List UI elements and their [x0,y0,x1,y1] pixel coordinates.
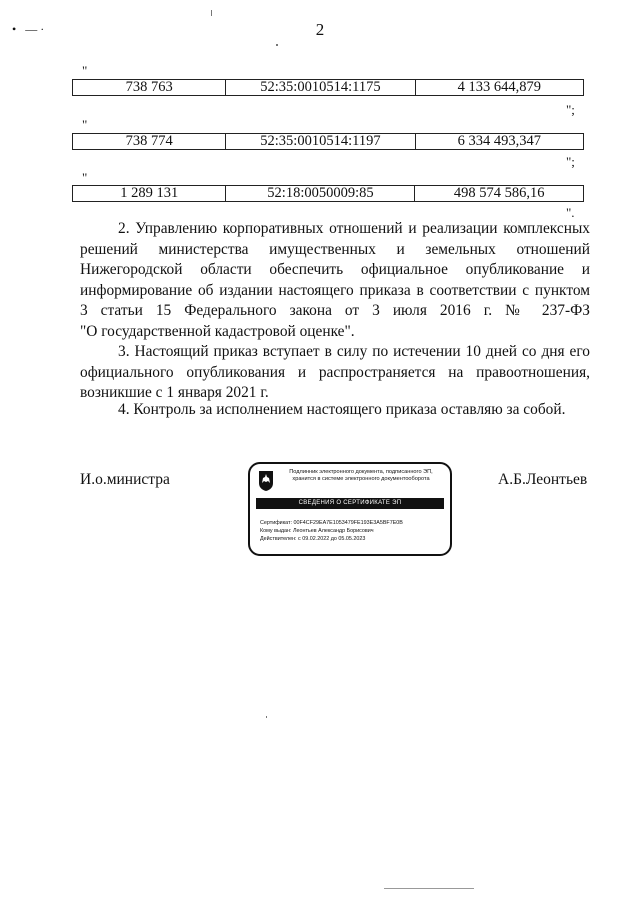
close-quote: "; [566,102,575,117]
table-cell-number: 1 289 131 [73,186,226,202]
stamp-header-line: хранится в системе электронного документооборота [292,476,430,482]
paragraph-line: "О государственной кадастровой оценке". [80,322,355,340]
scan-speck [266,716,267,718]
table-row [72,79,584,96]
signatory-name: А.Б.Леонтьев [498,471,588,488]
paragraph-2 [80,219,590,343]
table-cell-value: 498 574 586,16 [415,186,584,202]
table-cell-value: 6 334 493,347 [415,134,584,150]
table-cell-cadastral: 52:35:0010514:1175 [226,80,415,96]
paragraph-line: 4. Контроль за исполнением настоящего приказа оставляю за собой. [118,401,566,418]
paragraph-4 [80,400,590,421]
paragraph-line: 3. Настоящий приказ вступает в силу по истечении 10 дней со дня его [118,343,590,360]
paragraph-line: возникшие с 1 января 2021 г. [80,384,269,402]
scan-speck [276,44,278,46]
electronic-signature-stamp [248,462,452,556]
table-cell-cadastral: 52:35:0010514:1197 [226,134,415,150]
open-quote: " [82,170,88,185]
close-quote: ". [566,205,575,220]
table-row [72,133,584,150]
scan-speck [211,10,212,16]
paragraph-line: 2. Управлению корпоративных отношений и реализации комплексных [118,220,590,237]
table-row [72,185,584,202]
stamp-title-bar: СВЕДЕНИЯ О СЕРТИФИКАТЕ ЭП [256,498,444,509]
coat-of-arms-icon [258,470,274,492]
page-number: 2 [315,20,325,39]
stamp-details [260,519,403,543]
paragraph-line: информирование об издании настоящего приказа в соответствии с пунктом [80,281,590,299]
certificate-owner: Кому выдан: Леонтьев Александр Борисович [260,528,374,534]
open-quote: " [82,117,88,132]
signatory-position: И.о.министра [80,471,170,488]
paragraph-line: 3 статьи 15 Федерального закона от 3 июля 2016 г. № 237-ФЗ [80,302,590,320]
paragraph-line: решений министерства имущественных и земельных отношений [80,240,590,258]
paragraph-line: Нижегородской области обеспечить официальное опубликование и [80,261,590,279]
table-cell-number: 738 774 [73,134,226,150]
paragraph-3 [80,342,590,404]
certificate-validity: Действителен: с 09.02.2022 до 05.05.2023 [260,536,366,542]
table-cell-number: 738 763 [73,80,226,96]
certificate-number: Сертификат: 00F4CF29EA7E1053479FE193E3A5BF7E0B [260,520,403,526]
scan-line [384,888,474,889]
table-cell-value: 4 133 644,879 [415,80,584,96]
close-quote: "; [566,154,575,169]
table-cell-cadastral: 52:18:0050009:85 [226,186,415,202]
corner-mark: • —· [12,22,48,36]
stamp-header-line: Подлинник электронного документа, подписанного ЭП, [289,469,433,475]
stamp-header [278,469,444,483]
paragraph-line: официального опубликования и распространяется на правоотношения, [80,363,590,381]
open-quote: " [82,63,88,78]
